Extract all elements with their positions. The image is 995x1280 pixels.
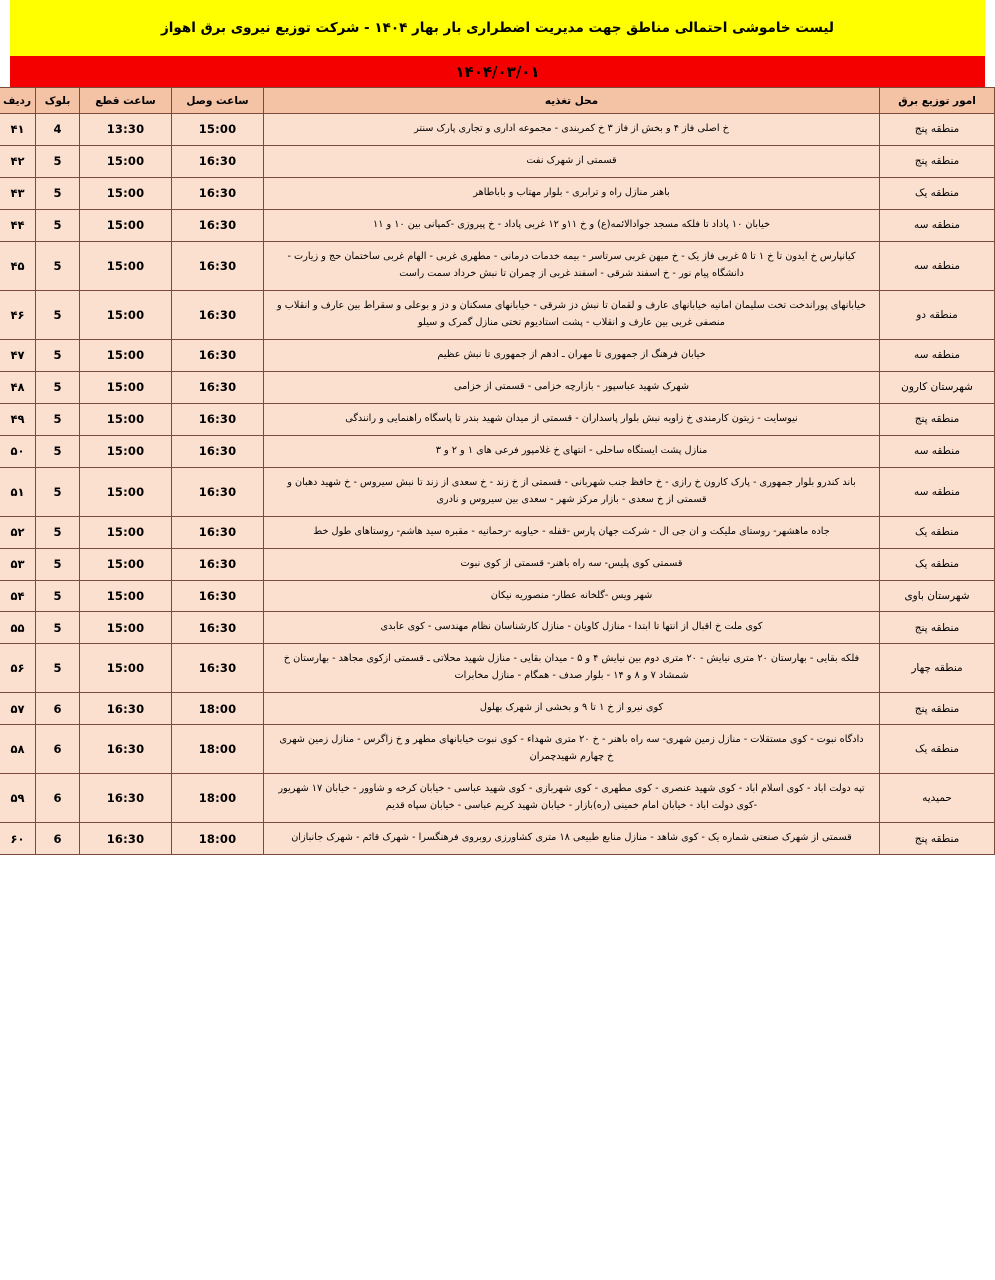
column-header-radif: ردیف [0, 88, 36, 114]
cell-radif: ۵۳ [0, 548, 36, 580]
cell-region: حمیدیه [880, 774, 995, 823]
cell-disconnect-time: 15:00 [80, 467, 172, 516]
cell-connect-time: 16:30 [172, 516, 264, 548]
cell-region: منطقه پنج [880, 823, 995, 855]
cell-radif: ۴۳ [0, 177, 36, 209]
cell-block: 6 [36, 774, 80, 823]
table-row [0, 403, 995, 435]
cell-disconnect-time: 15:00 [80, 177, 172, 209]
column-header-connect-time: ساعت وصل [172, 88, 264, 114]
cell-block: 6 [36, 725, 80, 774]
cell-location: منازل پشت ایستگاه ساحلی - انتهای خ غلامپور فرعی های ۱ و ۲ و ۳ [264, 435, 880, 467]
cell-location: قسمتی از شهرک نفت [264, 145, 880, 177]
schedule-date: ۱۴۰۴/۰۳/۰۱ [455, 62, 540, 81]
table-row [0, 612, 995, 644]
cell-location: تپه دولت اباد - کوی اسلام اباد - کوی شهید عنصری - کوی مطهری - کوی شهربازی - کوی شهید عباسی - خیابان کرخه و شاوور - خیابان ۱۷ شهریور -کوی دولت اباد - خیابان امام خمینی (ره)بازار - خیابان شهید کریم عباسی - خیابان سپاه قدیم [264, 774, 880, 823]
cell-location: خ اصلی فاز ۴ و بخش از فاز ۳ خ کمربندی - مجموعه اداری و تجاری پارک سنتر [264, 114, 880, 146]
cell-connect-time: 16:30 [172, 435, 264, 467]
cell-connect-time: 16:30 [172, 145, 264, 177]
cell-block: 5 [36, 467, 80, 516]
cell-disconnect-time: 15:00 [80, 209, 172, 241]
cell-connect-time: 16:30 [172, 290, 264, 339]
cell-location: خیابانهای پوراندخت تخت سلیمان امانیه خیابانهای عارف و لقمان تا نبش دز شرقی - خیابانهای مسکنان و دز و بوعلی و سقراط بین عارف و انقلاب و منصفی غربی بین عارف و انقلاب - پشت استادیوم تختی منازل گمرک و سیلو [264, 290, 880, 339]
cell-region: شهرستان باوی [880, 580, 995, 612]
cell-connect-time: 16:30 [172, 339, 264, 371]
cell-block: 4 [36, 114, 80, 146]
table-header-row [0, 88, 995, 114]
cell-radif: ۵۵ [0, 612, 36, 644]
cell-radif: ۴۶ [0, 290, 36, 339]
cell-location: جاده ماهشهر- روستای ملیکت و ان جی ال - شرکت جهان پارس -قفله - حیاوبه -رحمانیه - مقبره سید هاشم- روستاهای طول خط [264, 516, 880, 548]
column-header-region: امور توزیع برق [880, 88, 995, 114]
cell-radif: ۴۹ [0, 403, 36, 435]
date-banner [0, 56, 995, 87]
column-header-block: بلوک [36, 88, 80, 114]
cell-radif: ۴۲ [0, 145, 36, 177]
cell-connect-time: 18:00 [172, 774, 264, 823]
cell-region: منطقه سه [880, 467, 995, 516]
cell-disconnect-time: 15:00 [80, 403, 172, 435]
cell-region: منطقه پنج [880, 693, 995, 725]
table-row [0, 290, 995, 339]
cell-disconnect-time: 16:30 [80, 725, 172, 774]
table-header [0, 88, 995, 114]
cell-block: 5 [36, 548, 80, 580]
column-header-location: محل تغذیه [264, 88, 880, 114]
title-banner [0, 0, 995, 56]
table-row [0, 516, 995, 548]
cell-connect-time: 16:30 [172, 371, 264, 403]
cell-connect-time: 16:30 [172, 644, 264, 693]
cell-location: نیوسایت - زیتون کارمندی خ زاویه نبش بلوار پاسداران - قسمتی از میدان شهید بندر تا پاسگاه راهنمایی و رانندگی [264, 403, 880, 435]
cell-region: منطقه پنج [880, 403, 995, 435]
page-title: لیست خاموشی احتمالی مناطق جهت مدیریت اضطراری بار بهار ۱۴۰۴ - شرکت توزیع نیروی برق اهواز [161, 20, 834, 36]
table-row [0, 823, 995, 855]
cell-region: منطقه پنج [880, 145, 995, 177]
cell-connect-time: 16:30 [172, 241, 264, 290]
cell-disconnect-time: 15:00 [80, 644, 172, 693]
table-row [0, 774, 995, 823]
cell-block: 5 [36, 241, 80, 290]
cell-region: منطقه یک [880, 725, 995, 774]
cell-disconnect-time: 15:00 [80, 516, 172, 548]
cell-connect-time: 16:30 [172, 548, 264, 580]
cell-radif: ۴۵ [0, 241, 36, 290]
table-row [0, 241, 995, 290]
cell-radif: ۵۱ [0, 467, 36, 516]
table-body [0, 114, 995, 855]
cell-region: منطقه سه [880, 435, 995, 467]
cell-connect-time: 16:30 [172, 467, 264, 516]
cell-disconnect-time: 15:00 [80, 612, 172, 644]
cell-disconnect-time: 16:30 [80, 693, 172, 725]
cell-block: 6 [36, 823, 80, 855]
table-row [0, 644, 995, 693]
cell-radif: ۵۴ [0, 580, 36, 612]
cell-disconnect-time: 15:00 [80, 371, 172, 403]
cell-radif: ۴۸ [0, 371, 36, 403]
cell-radif: ۵۷ [0, 693, 36, 725]
cell-location: قسمتی کوی پلیس- سه راه باهنر- قسمتی از کوی نبوت [264, 548, 880, 580]
cell-region: منطقه یک [880, 548, 995, 580]
cell-location: خیابان ۱۰ پاداد تا فلکه مسجد جوادالائمه(ع) و خ ۱۱و ۱۲ غربی پاداد - خ پیروزی -کمپانی بین ۱۰ و ۱۱ [264, 209, 880, 241]
cell-location: شهر ویس -گلخانه عطار- منصوریه نیکان [264, 580, 880, 612]
cell-region: منطقه سه [880, 209, 995, 241]
cell-block: 5 [36, 612, 80, 644]
cell-region: منطقه سه [880, 339, 995, 371]
cell-location: کوی ملت خ اقبال از انتها تا ابتدا - منازل کاویان - منازل کارشناسان نظام مهندسی - کوی عابدی [264, 612, 880, 644]
cell-disconnect-time: 13:30 [80, 114, 172, 146]
cell-connect-time: 16:30 [172, 580, 264, 612]
cell-region: منطقه سه [880, 241, 995, 290]
cell-connect-time: 18:00 [172, 823, 264, 855]
table-row [0, 693, 995, 725]
cell-region: منطقه دو [880, 290, 995, 339]
outage-table [0, 87, 995, 855]
cell-disconnect-time: 15:00 [80, 290, 172, 339]
cell-region: شهرستان کارون [880, 371, 995, 403]
cell-disconnect-time: 15:00 [80, 580, 172, 612]
cell-location: قسمتی از شهرک صنعتی شماره یک - کوی شاهد - منازل منابع طبیعی ۱۸ متری کشاورزی روبروی فرهنگسرا - شهرک قائم - شهرک جانبازان [264, 823, 880, 855]
cell-radif: ۴۱ [0, 114, 36, 146]
cell-connect-time: 18:00 [172, 693, 264, 725]
cell-connect-time: 16:30 [172, 612, 264, 644]
cell-region: منطقه پنج [880, 612, 995, 644]
cell-radif: ۵۸ [0, 725, 36, 774]
cell-connect-time: 16:30 [172, 403, 264, 435]
cell-location: کیانپارس خ ایدون تا خ ۱ تا ۵ غربی فاز یک - خ میهن غربی سرتاسر - بیمه خدمات درمانی - مطهری غربی - الهام غربی ساختمان حج و زیارت - دانشگاه پیام نور - خ اسفند شرقی - اسفند غربی از چمران تا نبش خرداد سمت راست [264, 241, 880, 290]
cell-location: خیابان فرهنگ از جمهوری تا مهران ـ ادهم از جمهوری تا نبش عظیم [264, 339, 880, 371]
cell-disconnect-time: 15:00 [80, 241, 172, 290]
column-header-disconnect-time: ساعت قطع [80, 88, 172, 114]
cell-location: فلکه بقایی - بهارستان ۲۰ متری نیایش - ۲۰ متری دوم بین نیایش ۴ و ۵ - میدان بقایی - منازل شهید محلاتی ـ قسمتی ازکوی مجاهد - بهارستان خ شمشاد ۷ و ۸ و ۱۴ - بلوار صدف - همگام - منازل مخابرات [264, 644, 880, 693]
table-row [0, 725, 995, 774]
cell-region: منطقه یک [880, 177, 995, 209]
cell-block: 5 [36, 644, 80, 693]
cell-block: 5 [36, 371, 80, 403]
cell-block: 5 [36, 209, 80, 241]
cell-radif: ۵۶ [0, 644, 36, 693]
table-row [0, 339, 995, 371]
cell-location: دادگاه نبوت - کوی مستقلات - منازل زمین شهری- سه راه باهنر - خ ۲۰ متری شهداء - کوی نبوت خیابانهای مطهر و خ زاگرس - منازل زمین شهری خ چهارم شهیدچمران [264, 725, 880, 774]
cell-radif: ۵۰ [0, 435, 36, 467]
cell-block: 5 [36, 516, 80, 548]
cell-region: منطقه پنج [880, 114, 995, 146]
cell-region: منطقه چهار [880, 644, 995, 693]
cell-block: 5 [36, 435, 80, 467]
cell-disconnect-time: 16:30 [80, 823, 172, 855]
cell-block: 5 [36, 177, 80, 209]
cell-block: 5 [36, 290, 80, 339]
table-row [0, 177, 995, 209]
cell-region: منطقه یک [880, 516, 995, 548]
cell-location: کوی نیرو از خ ۱ تا ۹ و بخشی از شهرک بهلول [264, 693, 880, 725]
cell-disconnect-time: 15:00 [80, 145, 172, 177]
table-row [0, 114, 995, 146]
cell-block: 5 [36, 339, 80, 371]
table-row [0, 209, 995, 241]
cell-block: 5 [36, 145, 80, 177]
cell-connect-time: 16:30 [172, 209, 264, 241]
table-row [0, 467, 995, 516]
cell-location: شهرک شهید عباسپور - بازارچه خزامی - قسمتی از خزامی [264, 371, 880, 403]
cell-disconnect-time: 15:00 [80, 339, 172, 371]
cell-connect-time: 18:00 [172, 725, 264, 774]
cell-disconnect-time: 15:00 [80, 435, 172, 467]
cell-radif: ۴۷ [0, 339, 36, 371]
table-row [0, 548, 995, 580]
cell-radif: ۴۴ [0, 209, 36, 241]
cell-radif: ۶۰ [0, 823, 36, 855]
cell-disconnect-time: 15:00 [80, 548, 172, 580]
cell-radif: ۵۲ [0, 516, 36, 548]
cell-connect-time: 15:00 [172, 114, 264, 146]
cell-block: 6 [36, 693, 80, 725]
cell-block: 5 [36, 580, 80, 612]
table-row [0, 435, 995, 467]
cell-location: باهنر منازل راه و ترابری - بلوار مهتاب و باباطاهر [264, 177, 880, 209]
cell-block: 5 [36, 403, 80, 435]
cell-connect-time: 16:30 [172, 177, 264, 209]
cell-disconnect-time: 16:30 [80, 774, 172, 823]
table-row [0, 145, 995, 177]
table-row [0, 580, 995, 612]
cell-radif: ۵۹ [0, 774, 36, 823]
cell-location: باند کندرو بلوار جمهوری - پارک کارون خ رازی - خ حافظ جنب شهربانی - قسمتی از خ زند - خ سعدی از زند تا نبش سیروس - خ شهید دهبان و قسمتی از خ سعدی - بازار مرکز شهر - سعدی بین سیروس و نادری [264, 467, 880, 516]
table-row [0, 371, 995, 403]
